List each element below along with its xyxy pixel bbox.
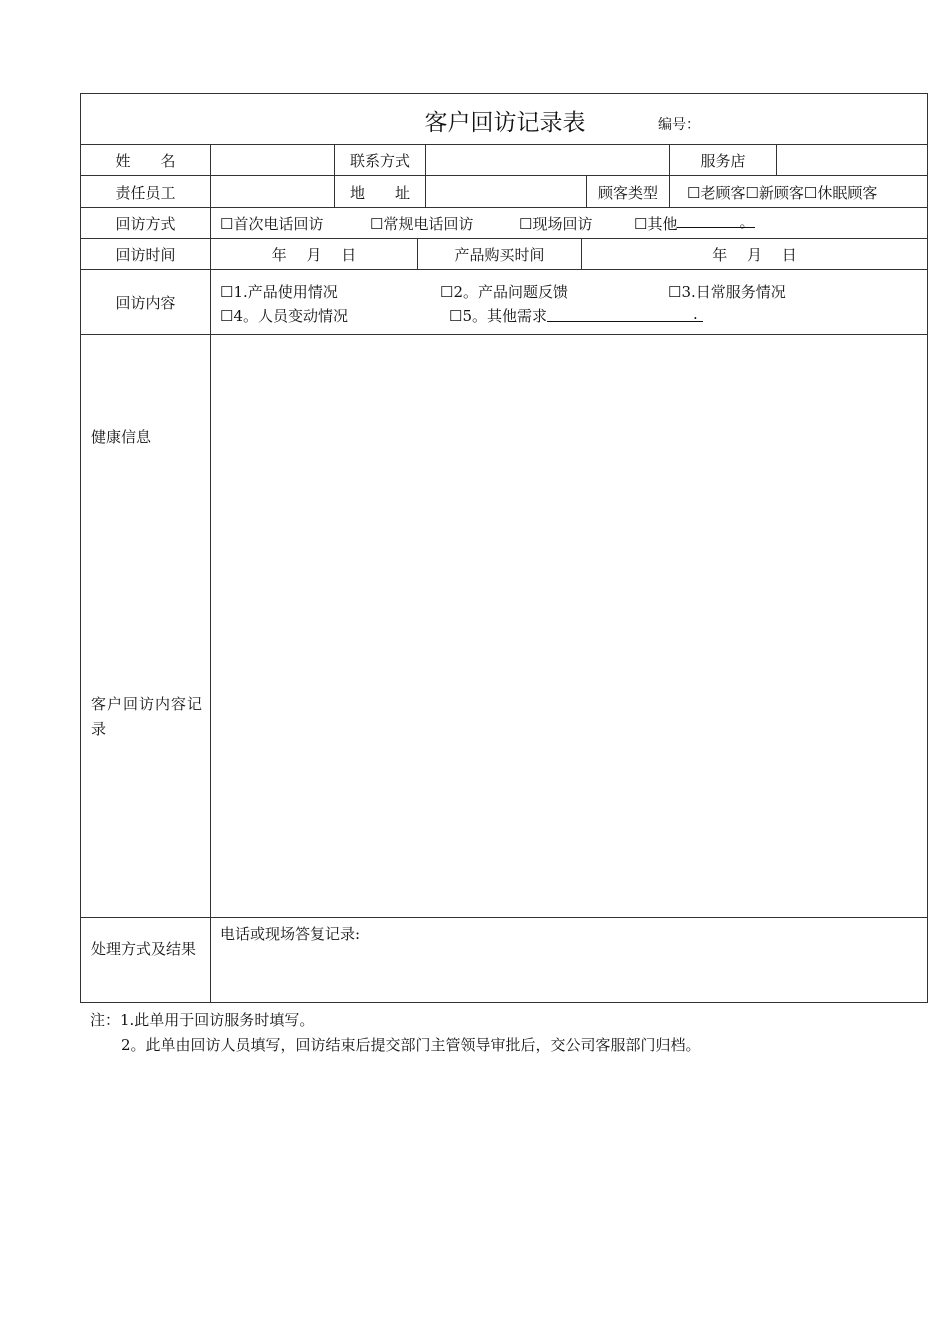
note-line-2: 2。此单由回访人员填写，回访结束后提交部门主管领导审批后，交公司客服部门归档。	[121, 1036, 701, 1054]
handling-result-label: 处理方式及结果	[91, 940, 197, 958]
purchase-time-label: 产品购买时间	[454, 246, 545, 264]
store-field[interactable]	[777, 145, 927, 175]
product-usage-checkbox[interactable]: ☐1.产品使用情况	[220, 283, 338, 301]
other-needs-blank[interactable]	[547, 307, 703, 322]
visit-record-area[interactable]	[211, 335, 927, 917]
contact-field[interactable]	[426, 145, 669, 175]
row-divider	[81, 917, 927, 918]
row-divider	[81, 207, 927, 208]
form-table	[80, 93, 928, 1003]
visit-method-label: 回访方式	[115, 215, 176, 233]
other-method-suffix: 。	[739, 213, 755, 231]
note-line-1: 注：1.此单用于回访服务时填写。	[90, 1011, 315, 1029]
name-field[interactable]	[211, 145, 334, 175]
health-info-label: 健康信息	[91, 428, 152, 446]
staff-change-checkbox[interactable]: ☐4。人员变动情况	[220, 307, 348, 325]
form-title: 客户回访记录表	[424, 110, 586, 136]
other-needs-checkbox[interactable]	[449, 305, 703, 326]
product-issue-checkbox[interactable]: ☐2。产品问题反馈	[440, 283, 568, 301]
other-method-checkbox[interactable]	[634, 213, 755, 234]
address-label: 地 址	[349, 184, 410, 202]
reply-record-label: 电话或现场答复记录:	[220, 925, 361, 943]
visit-content-label: 回访内容	[115, 294, 176, 312]
visit-record-label: 客户回访内容记录	[91, 695, 204, 738]
notes	[90, 1008, 701, 1058]
staff-label: 责任员工	[115, 184, 176, 202]
other-needs-suffix: .	[693, 305, 698, 323]
daily-service-checkbox[interactable]: ☐3.日常服务情况	[668, 283, 786, 301]
serial-number-label: 编号：	[658, 117, 700, 133]
visit-time-label: 回访时间	[115, 246, 176, 264]
contact-label: 联系方式	[349, 152, 410, 170]
other-method-blank[interactable]	[677, 213, 755, 231]
name-label: 姓 名	[115, 152, 176, 170]
row-divider	[81, 269, 927, 270]
other-method-label: ☐其他	[634, 215, 678, 233]
first-call-checkbox[interactable]: ☐首次电话回访	[220, 215, 324, 233]
customer-type-options[interactable]: ☐老顾客☐新顾客☐休眠顾客	[687, 184, 878, 202]
reply-record-area[interactable]	[211, 946, 927, 1002]
regular-call-checkbox[interactable]: ☐常规电话回访	[370, 215, 474, 233]
row-divider	[81, 238, 927, 239]
address-field[interactable]	[426, 176, 586, 207]
store-label: 服务店	[700, 152, 746, 170]
purchase-date-field[interactable]: 年 月 日	[712, 246, 797, 264]
visit-date-field[interactable]: 年 月 日	[271, 246, 357, 264]
staff-field[interactable]	[211, 176, 334, 207]
other-needs-label: ☐5。其他需求	[449, 307, 547, 325]
onsite-visit-checkbox[interactable]: ☐现场回访	[519, 215, 593, 233]
customer-type-label: 顾客类型	[597, 184, 658, 202]
